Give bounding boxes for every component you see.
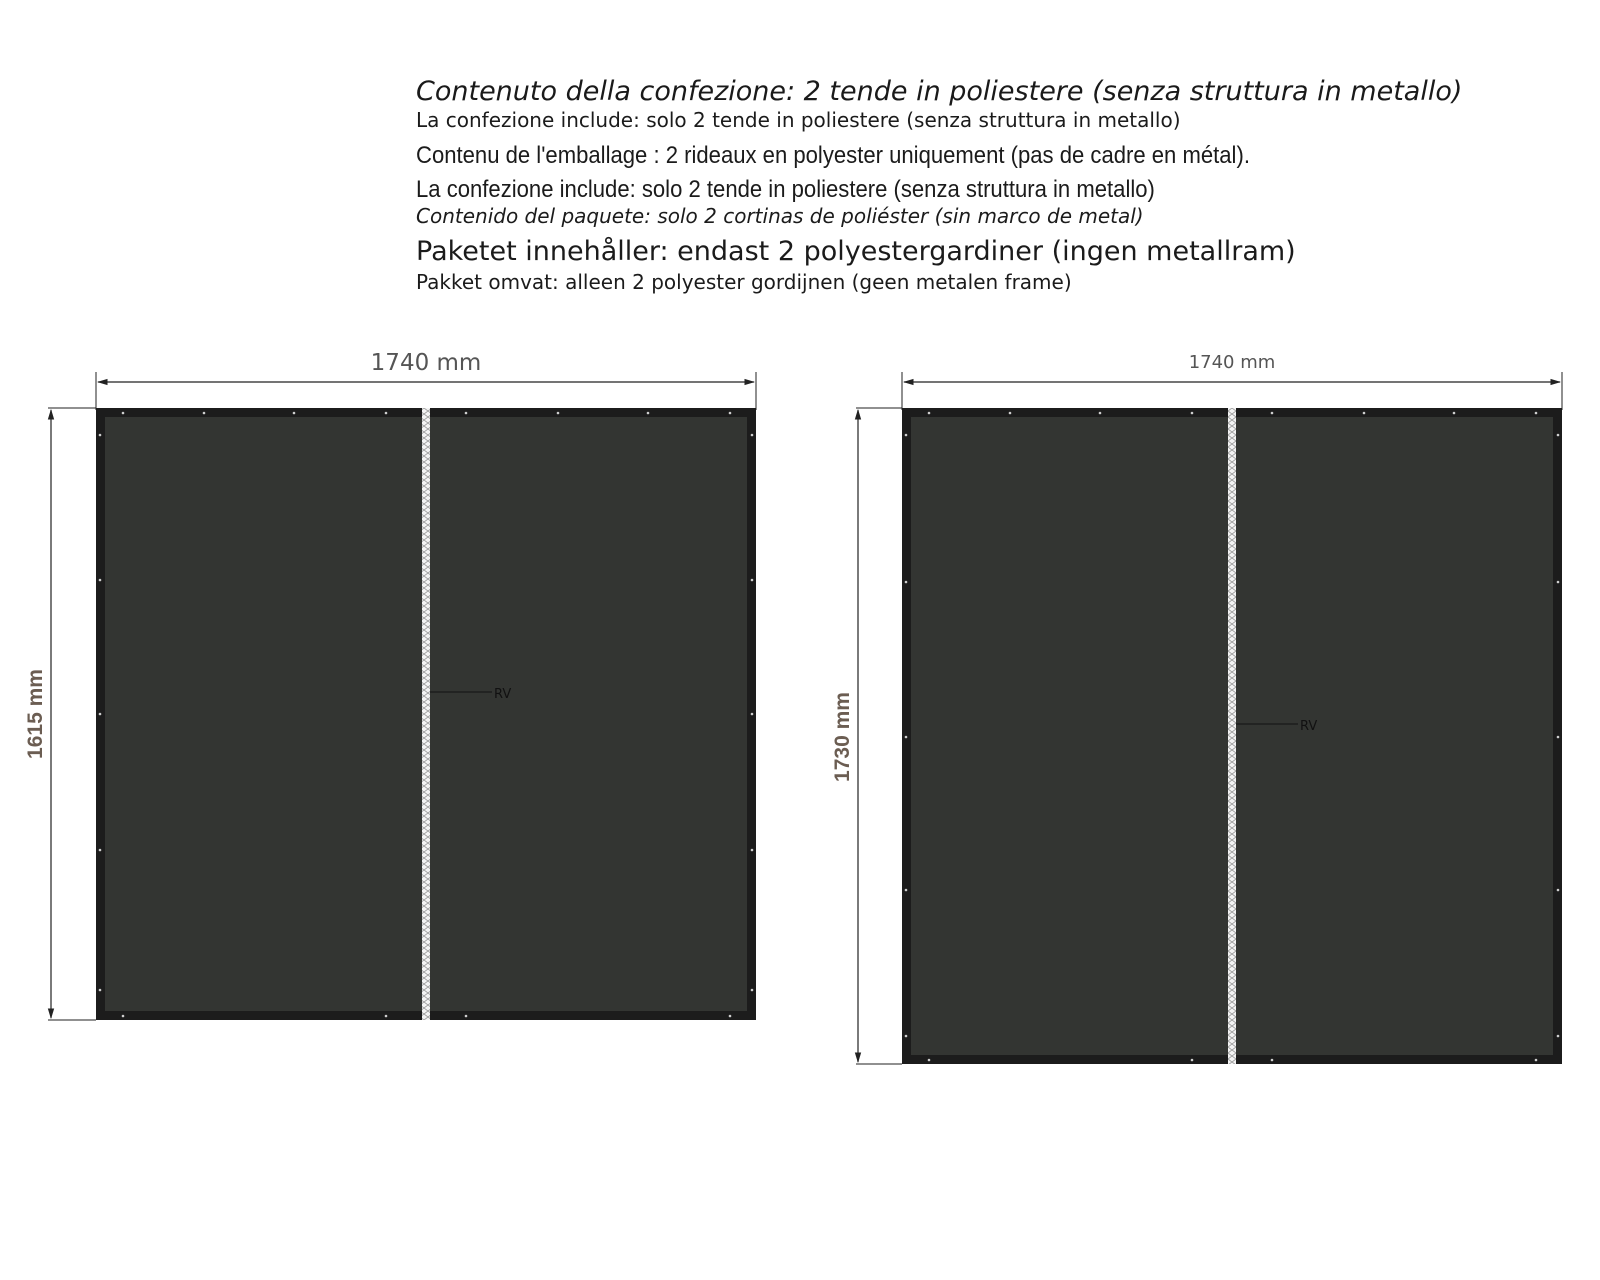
- note-spanish: Contenido del paquete: solo 2 cortinas de poliéster (sin marco de metal): [416, 204, 1144, 229]
- note-french: Contenu de l'emballage : 2 rideaux en polyester uniquement (pas de cadre en métal).: [416, 142, 1250, 170]
- width-dimension-1: [96, 350, 756, 410]
- curtain-panel-1: [24, 350, 756, 1020]
- height-label-1: 1615 mm: [24, 669, 47, 759]
- seam-label-1: RV: [494, 687, 512, 702]
- note-italian-heading: Contenuto della confezione: 2 tende in poliestere (senza struttura in metallo): [416, 76, 1463, 107]
- note-italian: La confezione include: solo 2 tende in poliestere (senza struttura in metallo): [416, 108, 1181, 133]
- curtain-right-2: [1236, 417, 1553, 1055]
- curtain-left-2: [911, 417, 1229, 1055]
- zipper-seam-1: [422, 408, 430, 1020]
- note-dutch: Pakket omvat: alleen 2 polyester gordijnen (geen metalen frame): [416, 270, 1072, 295]
- seam-label-2: RV: [1300, 719, 1318, 734]
- height-dimension-2: [831, 408, 902, 1064]
- curtain-right-1: [430, 417, 747, 1011]
- height-label-2: 1730 mm: [831, 692, 854, 782]
- width-label-1: 1740 mm: [370, 350, 482, 376]
- note-swedish: Paketet innehåller: endast 2 polyestergardiner (ingen metallram): [416, 236, 1296, 268]
- curtain-left-1: [105, 417, 423, 1011]
- curtain-panel-2: [831, 352, 1562, 1064]
- width-dimension-2: [902, 352, 1562, 410]
- note-italian-repeat: La confezione include: solo 2 tende in poliestere (senza struttura in metallo): [416, 175, 1155, 203]
- width-label-2: 1740 mm: [1188, 352, 1276, 373]
- height-dimension-1: [24, 408, 96, 1020]
- zipper-seam-2: [1228, 408, 1236, 1064]
